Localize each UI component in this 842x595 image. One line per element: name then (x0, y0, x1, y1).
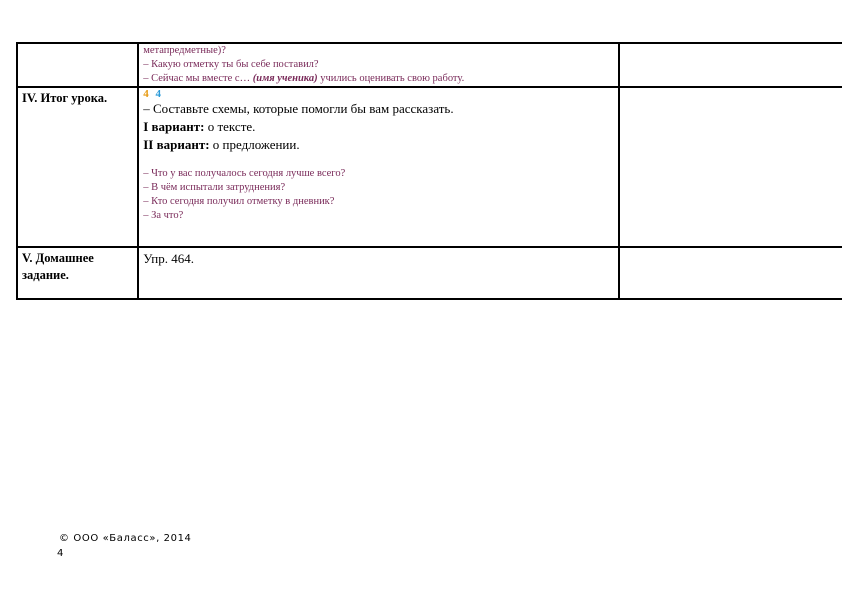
question-line: – За что? (143, 210, 184, 221)
homework-text: Упр. 464. (143, 251, 194, 266)
student-name-placeholder: (имя ученика) (252, 73, 318, 84)
content-cell (138, 87, 619, 247)
content-cell (138, 43, 619, 87)
table-row (17, 87, 842, 247)
notes-cell (619, 87, 842, 247)
lesson-plan-table (16, 42, 842, 300)
stage-title: V. Домашнее задание. (22, 251, 94, 282)
notes-cell (619, 43, 842, 87)
question-line: – Что у вас получалось сегодня лучше всего? (143, 168, 346, 179)
stage-cell (17, 247, 138, 299)
table-row (17, 247, 842, 299)
blue-circle-icon: 4 (155, 88, 163, 100)
copyright-footer: © ООО «Баласс», 2014 (59, 533, 192, 544)
question-line: – Кто сегодня получил отметку в дневник? (143, 196, 335, 207)
stage-cell (17, 87, 138, 247)
question-line: – В чём испытали затруднения? (143, 182, 286, 193)
question-line: метапредметные)? (143, 45, 226, 56)
question-line: – Какую отметку ты бы себе поставил? (143, 59, 319, 70)
content-cell (138, 247, 619, 299)
variant-1-line: I вариант: о тексте. (143, 119, 256, 134)
table-row (17, 43, 842, 87)
page-number: 4 (57, 548, 64, 559)
assessment-circles (143, 88, 614, 100)
stage-cell (17, 43, 138, 87)
stage-title: IV. Итог урока. (22, 91, 108, 105)
orange-circle-icon: 4 (143, 88, 151, 100)
variant-2-line: II вариант: о предложении. (143, 137, 300, 152)
notes-cell (619, 247, 842, 299)
question-line: – Сейчас мы вместе с… (имя ученика) учились оценивать свою работу. (143, 73, 465, 84)
task-line: – Составьте схемы, которые помогли бы вам рассказать. (143, 101, 454, 116)
